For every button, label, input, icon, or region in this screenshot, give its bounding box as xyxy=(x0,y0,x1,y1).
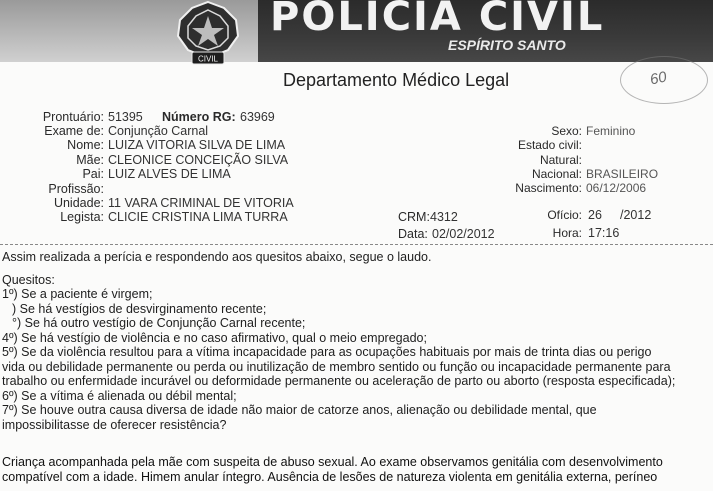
quesito-6: 6º) Se a vítima é alienada ou débil mental; xyxy=(2,389,237,403)
sexo-value: Feminino xyxy=(586,124,636,138)
nascimento-value: 06/12/2006 xyxy=(586,181,647,195)
mae-value: CLEONICE CONCEIÇÃO SILVA xyxy=(108,153,289,167)
rg-label: Número RG: xyxy=(162,110,236,124)
crm-value: 4312 xyxy=(430,210,458,224)
oficio-year: /2012 xyxy=(620,208,652,222)
quesitos-title: Quesitos: xyxy=(2,273,55,287)
section-divider xyxy=(0,244,713,245)
police-crest-icon xyxy=(168,0,248,70)
legista-label: Legista: xyxy=(60,210,104,224)
department-name: Departamento Médico Legal xyxy=(283,70,510,90)
pai-label: Pai: xyxy=(82,167,104,181)
exame-value: Conjunção Carnal xyxy=(108,124,209,138)
natural-label: Natural: xyxy=(539,153,582,167)
mae-label: Mãe: xyxy=(76,153,104,167)
oficio-label: Ofício: xyxy=(547,208,582,222)
nome-value: LUIZA VITORIA SILVA DE LIMA xyxy=(108,138,286,152)
crm-label: CRM: xyxy=(398,210,430,224)
exame-label: Exame de: xyxy=(44,124,104,138)
nacional-label: Nacional: xyxy=(531,167,582,181)
finding-line-1: Criança acompanhada pela mãe com suspeita de abuso sexual. Ao exame observamos genitália com desenvolvimento xyxy=(2,455,663,469)
oficio-value: 26 xyxy=(588,208,602,222)
estado-civil-label: Estado civil: xyxy=(517,138,582,152)
data-label: Data: xyxy=(398,227,428,241)
unidade-label: Unidade: xyxy=(53,196,104,210)
rg-value: 63969 xyxy=(240,110,275,124)
hora-value: 17:16 xyxy=(588,226,620,240)
quesito-1: 1º) Se a paciente é virgem; xyxy=(2,287,153,301)
intro-text: Assim realizada a perícia e respondendo aos quesitos abaixo, segue o laudo. xyxy=(2,250,432,264)
hora-label: Hora: xyxy=(552,226,582,240)
quesito-5-line-2: vida ou debilidade permanente ou perda ou inutilização de membro sentido ou função ou incapacidade permanente para xyxy=(2,360,671,374)
page-subtitle: ESPÍRITO SANTO xyxy=(448,37,566,53)
quesito-4: 4º) Se há vestígio de violência e no caso afirmativo, qual o meio empregado; xyxy=(2,331,427,345)
quesito-3: °) Se há outro vestígio de Conjunção Carnal recente; xyxy=(12,316,306,330)
quesito-5-line-1: 5º) Se da violência resultou para a vítima incapacidade para as ocupações habituais por mais de trinta dias ou perigo xyxy=(2,345,652,359)
unidade-value: 11 VARA CRIMINAL DE VITORIA xyxy=(108,196,294,210)
nascimento-label: Nascimento: xyxy=(515,181,582,195)
crest-label: CIVIL xyxy=(197,54,219,64)
profissao-label: Profissão: xyxy=(48,182,104,196)
data-value: 02/02/2012 xyxy=(432,227,495,241)
sexo-label: Sexo: xyxy=(551,124,582,138)
nome-label: Nome: xyxy=(67,138,104,152)
finding-line-2: compatível com a idade. Himem anular íntegro. Ausência de lesões de natureza violenta em genitália externa, períneo xyxy=(2,470,658,484)
pai-value: LUIZ ALVES DE LIMA xyxy=(108,167,231,181)
quesito-7-line-2: impossibilitasse de oferecer resistência? xyxy=(2,418,227,432)
quesito-7-line-1: 7º) Se houve outra causa diversa de idade não maior de catorze anos, alienação ou debilidade mental, que xyxy=(2,403,597,417)
prontuario-label: Prontuário: xyxy=(42,110,104,124)
page-title: POLICIA CIVIL xyxy=(270,0,605,40)
quesito-2: ) Se há vestígios de desvirginamento recente; xyxy=(12,302,267,316)
stamp-number: 60 xyxy=(648,68,669,89)
legista-value: CLICIE CRISTINA LIMA TURRA xyxy=(108,210,288,224)
nacional-value: BRASILEIRO xyxy=(586,167,659,181)
quesito-5-line-3: trabalho ou enfermidade incurável ou deformidade permanente ou aceleração de parto ou aborto (resposta especificada); xyxy=(2,374,676,388)
prontuario-value: 51395 xyxy=(108,110,143,124)
